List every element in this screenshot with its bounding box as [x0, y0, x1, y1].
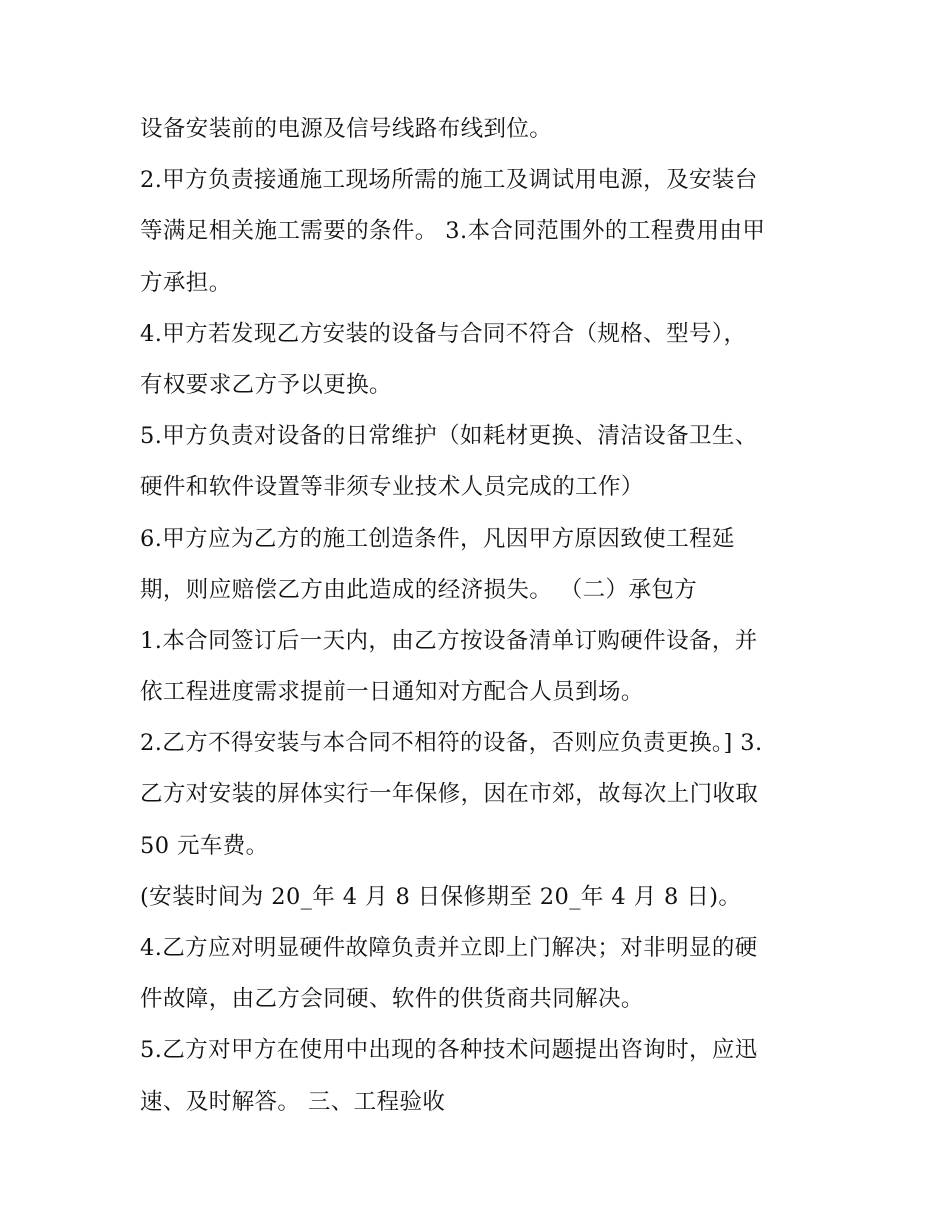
- text-line: 4.乙方应对明显硬件故障负责并立即上门解决；对非明显的硬: [140, 935, 758, 961]
- text-line: 5.甲方负责对设备的日常维护（如耗材更换、清洁设备卫生、: [140, 423, 758, 450]
- text-line: 5.乙方对甲方在使用中出现的各种技术问题提出咨询时，应迅: [140, 1037, 758, 1064]
- text-line: 件故障，由乙方会同硬、软件的供货商共同解决。: [140, 986, 644, 1013]
- text-line: 有权要求乙方予以更换。: [140, 371, 392, 398]
- text-line: 6.甲方应为乙方的施工创造条件，凡因甲方原因致使工程延: [140, 525, 735, 552]
- text-line: 4.甲方若发现乙方安装的设备与合同不符合（规格、型号），: [140, 320, 747, 347]
- text-line: 2.乙方不得安装与本合同不相符的设备，否则应负责更换。] 3.: [140, 730, 763, 757]
- text-line: 依工程进度需求提前一日通知对方配合人员到场。: [140, 679, 644, 706]
- text-line: 期，则应赔偿乙方由此造成的经济损失。 （二）承包方: [140, 576, 698, 603]
- text-line: 50 元车费。: [140, 832, 269, 859]
- document-body: [140, 104, 820, 1128]
- text-line: 方承担。: [140, 269, 232, 296]
- text-line: 设备安装前的电源及信号线路布线到位。: [140, 116, 553, 142]
- text-line: 速、及时解答。 三、工程验收: [140, 1088, 446, 1115]
- text-line: (安装时间为 20_年 4 月 8 日保修期至 20_年 4 月 8 日)。: [140, 883, 742, 910]
- text-line: 乙方对安装的屏体实行一年保修，因在市郊，故每次上门收取: [140, 781, 759, 808]
- text-line: 等满足相关施工需要的条件。 3.本合同范围外的工程费用由甲: [140, 218, 766, 245]
- text-line: 2.甲方负责接通施工现场所需的施工及调试用电源，及安装台: [140, 167, 758, 194]
- text-line: 硬件和软件设置等非须专业技术人员完成的工作）: [140, 474, 644, 501]
- text-line: 1.本合同签订后一天内，由乙方按设备清单订购硬件设备，并: [140, 627, 758, 654]
